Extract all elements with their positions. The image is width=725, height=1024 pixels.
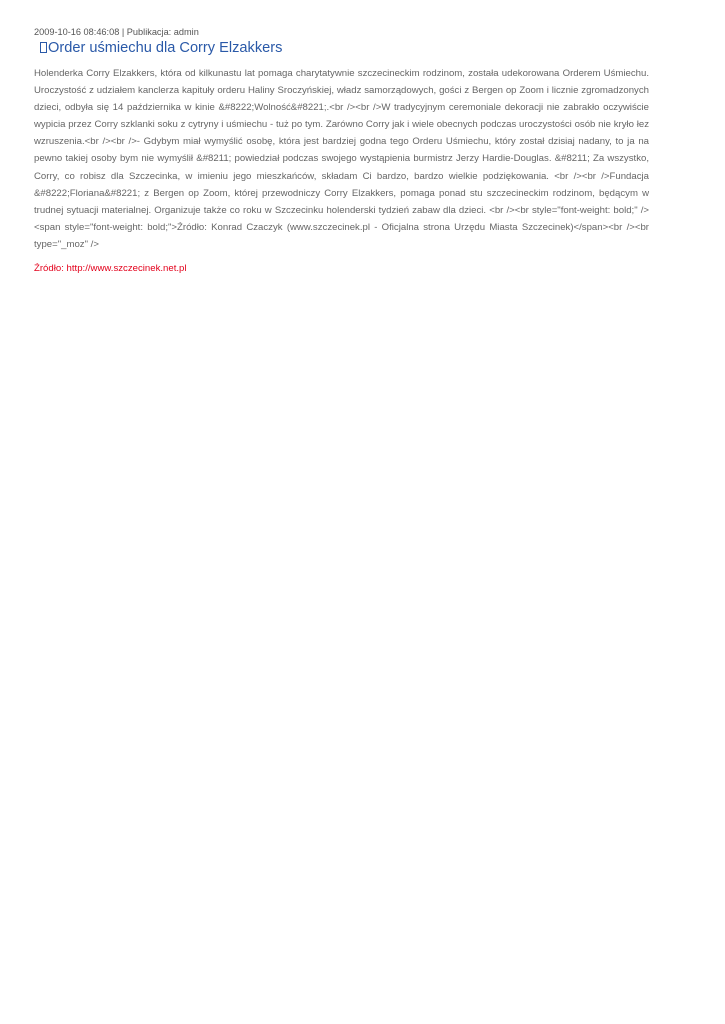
article-title: Order uśmiechu dla Corry Elzakkers [48, 40, 283, 56]
article-source: Źródło: http://www.szczecinek.net.pl [34, 263, 187, 275]
article-body: Holenderka Corry Elzakkers, która od kilkunastu lat pomaga charytatywnie szczecineckim rodzinom, została udekorowana Orderem Uśmiechu. Uroczystość z udziałem kanclerza kapituły orderu Haliny Sroczyńskiej, władz samorządowych, gości z Bergen op Zoom i licznie zgromadzonych dzieci, odbyła się 14 października w kinie &#8222;Wolność&#8221;.<br /><br />W tradycyjnym ceremoniale dekoracji nie zabrakło oczywiście wypicia przez Corry szklanki soku z cytryny i uśmiechu - tuż po tym. Zarówno Corry jak i wiele obecnych podczas uroczystości osób nie kryło łez wzruszenia.<br /><br />- Gdybym miał wymyślić osobę, która jest bardziej godna tego Orderu Uśmiechu, który został dzisiaj nadany, to ja na pewno takiej osoby bym nie wymyślił &#8211; powiedział podczas swojego wystąpienia burmistrz Jerzy Hardie-Douglas. &#8211; Za wszystko, Corry, co robisz dla Szczecinka, w imieniu jego mieszkańców, składam Ci bardzo, bardzo wielkie podziękowania. <br /><br />Fundacja &#8222;Floriana&#8221; z Bergen op Zoom, której przewodniczy Corry Elzakkers, pomaga ponad stu szczecineckim rodzinom, będącym w trudnej sytuacji materialnej. Organizuje także co roku w Szczecinku holenderski tydzień zabaw dla dzieci. <br /><br style="font-weight: bold;" /><span style="font-weight: bold;">Źródło: Konrad Czaczyk (www.szczecinek.pl - Oficjalna strona Urzędu Miasta Szczecinek)</span><br /><br type="_moz" /> [34, 68, 649, 250]
article-meta: 2009-10-16 08:46:08 | Publikacja: admin [34, 27, 199, 37]
article-title-heading [34, 39, 649, 57]
missing-glyph-icon [40, 42, 47, 53]
